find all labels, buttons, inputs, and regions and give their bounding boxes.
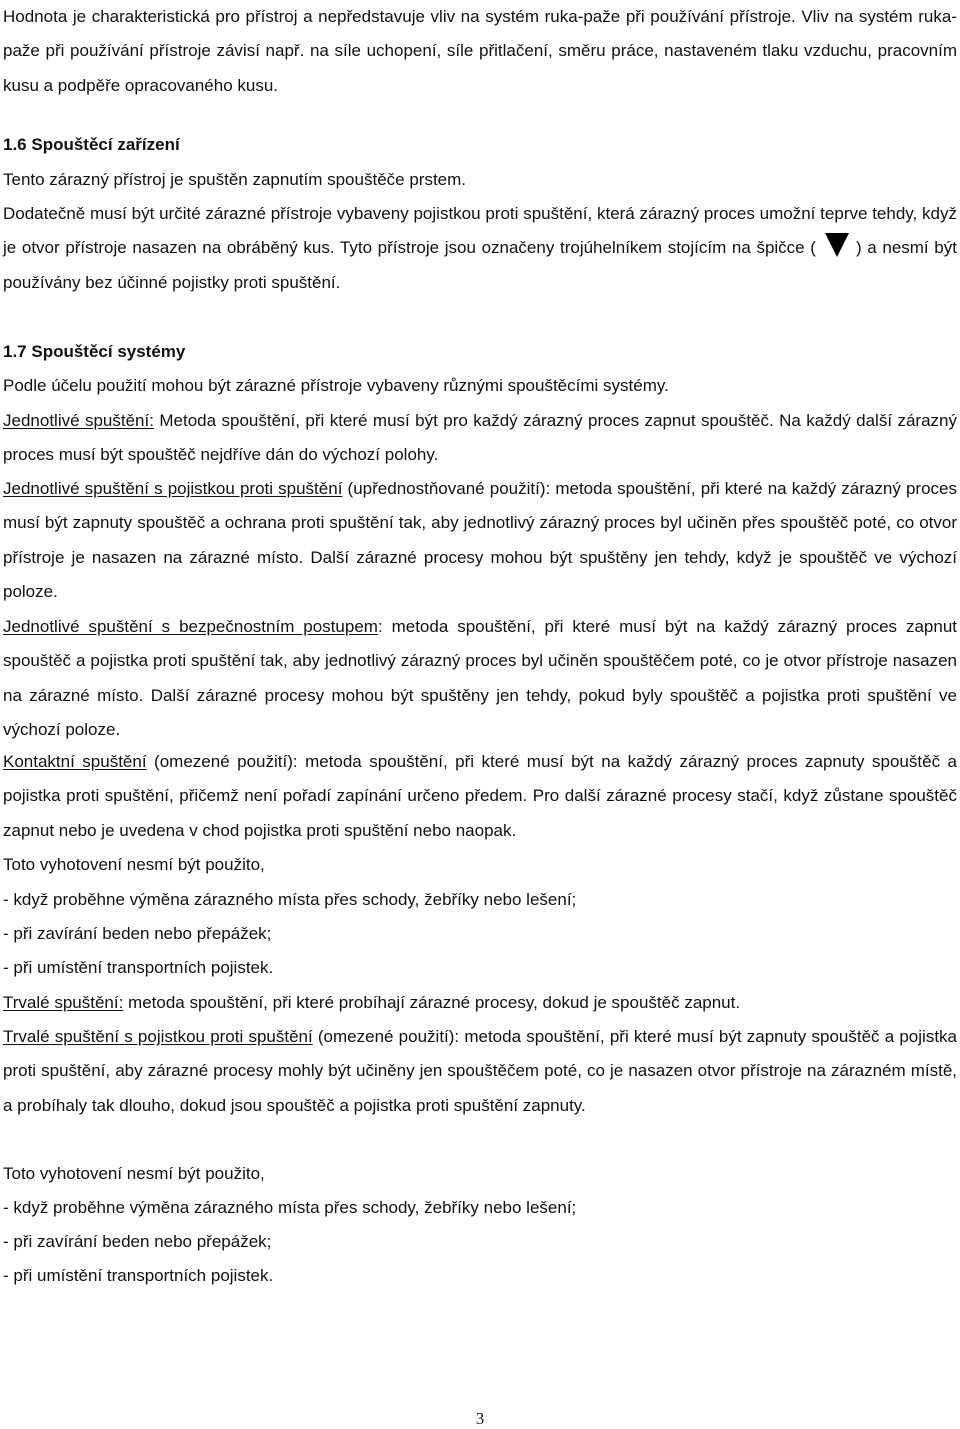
single-trigger-text: Metoda spouštění, při které musí být pro každý zárazný proces zapnut spouštěč. Na každý další zárazný proces musí být spouštěč nejdříve dán do výchozí polohy. <box>3 411 958 465</box>
single-safety-text: (upřednostňované použití): metoda spouštění, při které na každý zárazný proces musí být zapnuty spouštěč a ochrana proti spuštění tak, aby jednotlivý zárazný proces byl učiněn přes spouštěč poté, co otvor přístroje je nasazen na zárazné místo. Další zárazné procesy mohou být spuštěny jen tehdy, když je spouštěč ve výchozí poloze. <box>3 479 957 602</box>
section-heading-1-6: 1.6 Spouštěcí zařízení <box>3 135 180 154</box>
continuous-restriction-item: - při zavírání beden nebo přepážek; <box>3 1232 272 1251</box>
continuous-restriction-item: - při umístění transportních pojistek. <box>3 1266 274 1285</box>
single-secure-text: : metoda spouštění, při které musí být na každý zárazný proces zapnut spouštěč a pojistka proti spuštění tak, aby jednotlivý zárazný proces byl učiněn spouštěčem poté, co je otvor přístroje nasazen na zárazné místo. Další zárazné procesy mohou být spuštěny jen tehdy, pokud byly spouštěč a pojistka proti spuštění ve výchozí poloze. <box>3 617 958 740</box>
safety-paragraph <box>3 197 957 300</box>
trigger-device-line: Tento zárazný přístroj je spuštěn zapnutím spouštěče prstem. <box>3 170 467 189</box>
triangle-down-icon <box>825 233 849 257</box>
systems-intro: Podle účelu použití mohou být zárazné přístroje vybaveny různými spouštěcími systémy. <box>3 376 669 395</box>
single-safety-term: Jednotlivé spuštění s pojistkou proti spuštění <box>3 479 343 498</box>
section-heading-1-7: 1.7 Spouštěcí systémy <box>3 342 186 361</box>
page-number: 3 <box>475 1409 485 1428</box>
continuous-safety-paragraph <box>3 1020 957 1123</box>
single-secure-term: Jednotlivé spuštění s bezpečnostním postupem <box>3 617 378 636</box>
continuous-safety-text: (omezené použití): metoda spouštění, při které musí být zapnuty spouštěč a pojistka proti spuštění, aby zárazné procesy mohly být učiněny jen spouštěčem poté, co je nasazen otvor přístroje na zárazném místě, a probíhaly tak dlouho, dokud jsou spouštěč a pojistka proti spuštění zapnuty. <box>3 1027 957 1115</box>
safety-paragraph-text: Dodatečně musí být určité zárazné přístroje vybaveny pojistkou proti spuštění, která zárazný proces umožní teprve tehdy, když je otvor přístroje nasazen na obráběný kus. Tyto přístroje jsou označeny trojúhelníkem stojícím na špičce ( <box>3 204 957 258</box>
continuous-trigger-paragraph <box>3 986 957 1020</box>
safety-paragraph-text-end: ) a nesmí být používány bez účinné pojistky proti spuštění. <box>3 238 957 292</box>
contact-trigger-text: (omezené použití): metoda spouštění, při které musí být na každý zárazný proces zapnuty spouštěč a pojistka proti spuštění, přičemž není pořadí zapínání určeno předem. Pro další zárazné procesy stačí, když zůstane spouštěč zapnut nebo je uvedena v chod pojistka proti spuštění nebo naopak. <box>3 752 957 840</box>
single-secure-paragraph <box>3 610 957 748</box>
single-safety-paragraph <box>3 472 957 610</box>
contact-restriction-item: - při umístění transportních pojistek. <box>3 958 274 977</box>
single-trigger-paragraph <box>3 404 957 473</box>
contact-trigger-paragraph <box>3 745 957 848</box>
intro-paragraph: Hodnota je charakteristická pro přístroj a nepředstavuje vliv na systém ruka-paže při používání přístroje. Vliv na systém ruka-paže při používání přístroje závisí např. na síle uchopení, síle přitlačení, směru práce, nastaveném tlaku vzduchu, pracovním kusu a podpěře opracovaného kusu. <box>3 7 957 95</box>
contact-restriction-item: - při zavírání beden nebo přepážek; <box>3 924 272 943</box>
continuous-safety-term: Trvalé spuštění s pojistkou proti spuštění <box>3 1027 313 1046</box>
contact-trigger-term: Kontaktní spuštění <box>3 752 147 771</box>
continuous-restriction-intro: Toto vyhotovení nesmí být použito, <box>3 1164 265 1183</box>
single-trigger-term: Jednotlivé spuštění: <box>3 411 154 430</box>
contact-restriction-item: - když proběhne výměna zárazného místa přes schody, žebříky nebo lešení; <box>3 890 577 909</box>
contact-restriction-intro: Toto vyhotovení nesmí být použito, <box>3 855 265 874</box>
continuous-trigger-text: metoda spouštění, při které probíhají zárazné procesy, dokud je spouštěč zapnut. <box>123 993 741 1012</box>
continuous-restriction-item: - když proběhne výměna zárazného místa přes schody, žebříky nebo lešení; <box>3 1198 577 1217</box>
continuous-trigger-term: Trvalé spuštění: <box>3 993 124 1012</box>
